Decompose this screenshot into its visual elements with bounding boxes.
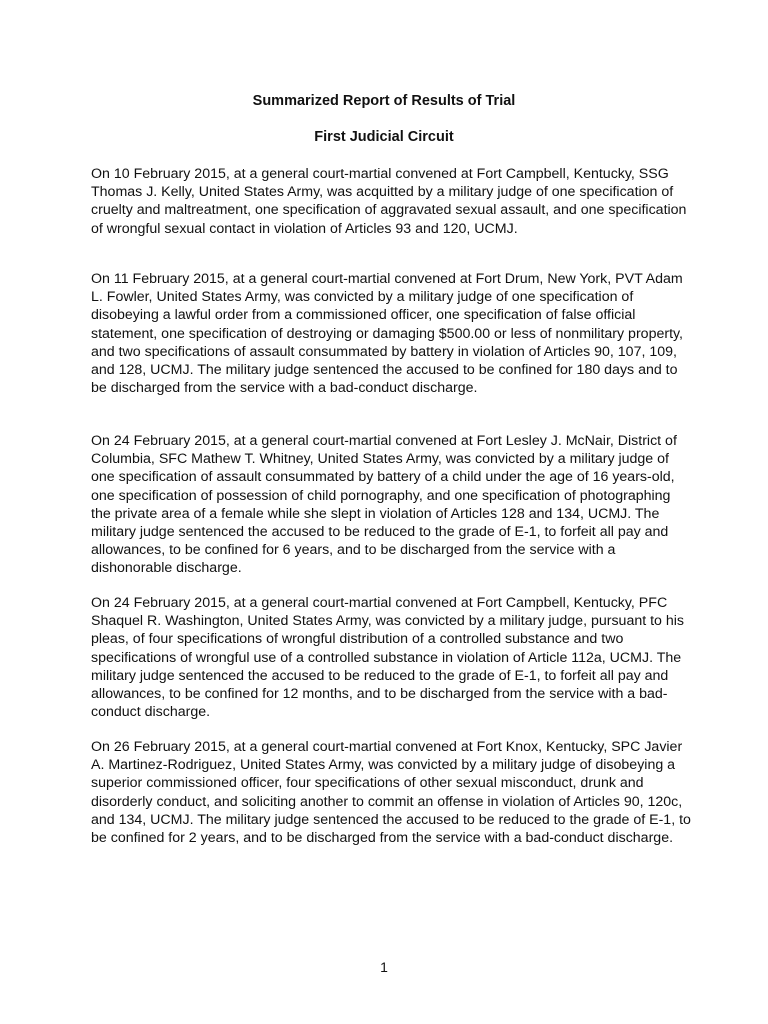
- paragraph-trial-2: On 11 February 2015, at a general court-martial convened at Fort Drum, New York, PVT Adam L. Fowler, United States Army, was convicted by a military judge of one specification of disobeying a lawful order from a commissioned officer, one specification of false official statement, one specification of destroying or damaging $500.00 or less of nonmilitary property, and two specifications of assault consummated by battery in violation of Articles 90, 107, 109, and 128, UCMJ. The military judge sentenced the accused to be confined for 180 days and to be discharged from the service with a bad-conduct discharge.: [91, 271, 683, 397]
- paragraph-trial-5: On 26 February 2015, at a general court-martial convened at Fort Knox, Kentucky, SPC Javier A. Martinez-Rodriguez, United States Army, was convicted by a military judge of disobeying a superior commissioned officer, four specifications of other sexual misconduct, drunk and disorderly conduct, and soliciting another to commit an offense in violation of Articles 90, 120c, and 134, UCMJ. The military judge sentenced the accused to be reduced to the grade of E-1, to be confined for 2 years, and to be discharged from the service with a bad-conduct discharge.: [91, 739, 691, 847]
- document-title: Summarized Report of Results of Trial: [252, 93, 516, 109]
- page-number: 1: [380, 959, 388, 975]
- document-subtitle: First Judicial Circuit: [314, 129, 454, 145]
- paragraph-trial-3: On 24 February 2015, at a general court-martial convened at Fort Lesley J. McNair, District of Columbia, SFC Mathew T. Whitney, United States Army, was convicted by a military judge of one specification of assault consummated by battery of a child under the age of 16 years-old, one specification of possession of child pornography, and one specification of photographing the private area of a female while she slept in violation of Articles 128 and 134, UCMJ. The military judge sentenced the accused to be reduced to the grade of E-1, to forfeit all pay and allowances, to be confined for 6 years, and to be discharged from the service with a dishonorable discharge.: [91, 433, 677, 577]
- paragraph-trial-4: On 24 February 2015, at a general court-martial convened at Fort Campbell, Kentucky, PFC Shaquel R. Washington, United States Army, was convicted by a military judge, pursuant to his pleas, of four specifications of wrongful distribution of a controlled substance and two specifications of wrongful use of a controlled substance in violation of Article 112a, UCMJ. The military judge sentenced the accused to be reduced to the grade of E-1, to forfeit all pay and allowances, to be confined for 12 months, and to be discharged from the service with a bad-conduct discharge.: [91, 595, 685, 721]
- paragraph-trial-1: On 10 February 2015, at a general court-martial convened at Fort Campbell, Kentucky, SSG Thomas J. Kelly, United States Army, was acquitted by a military judge of one specification of cruelty and maltreatment, one specification of aggravated sexual assault, and one specification of wrongful sexual contact in violation of Articles 93 and 120, UCMJ.: [91, 166, 687, 237]
